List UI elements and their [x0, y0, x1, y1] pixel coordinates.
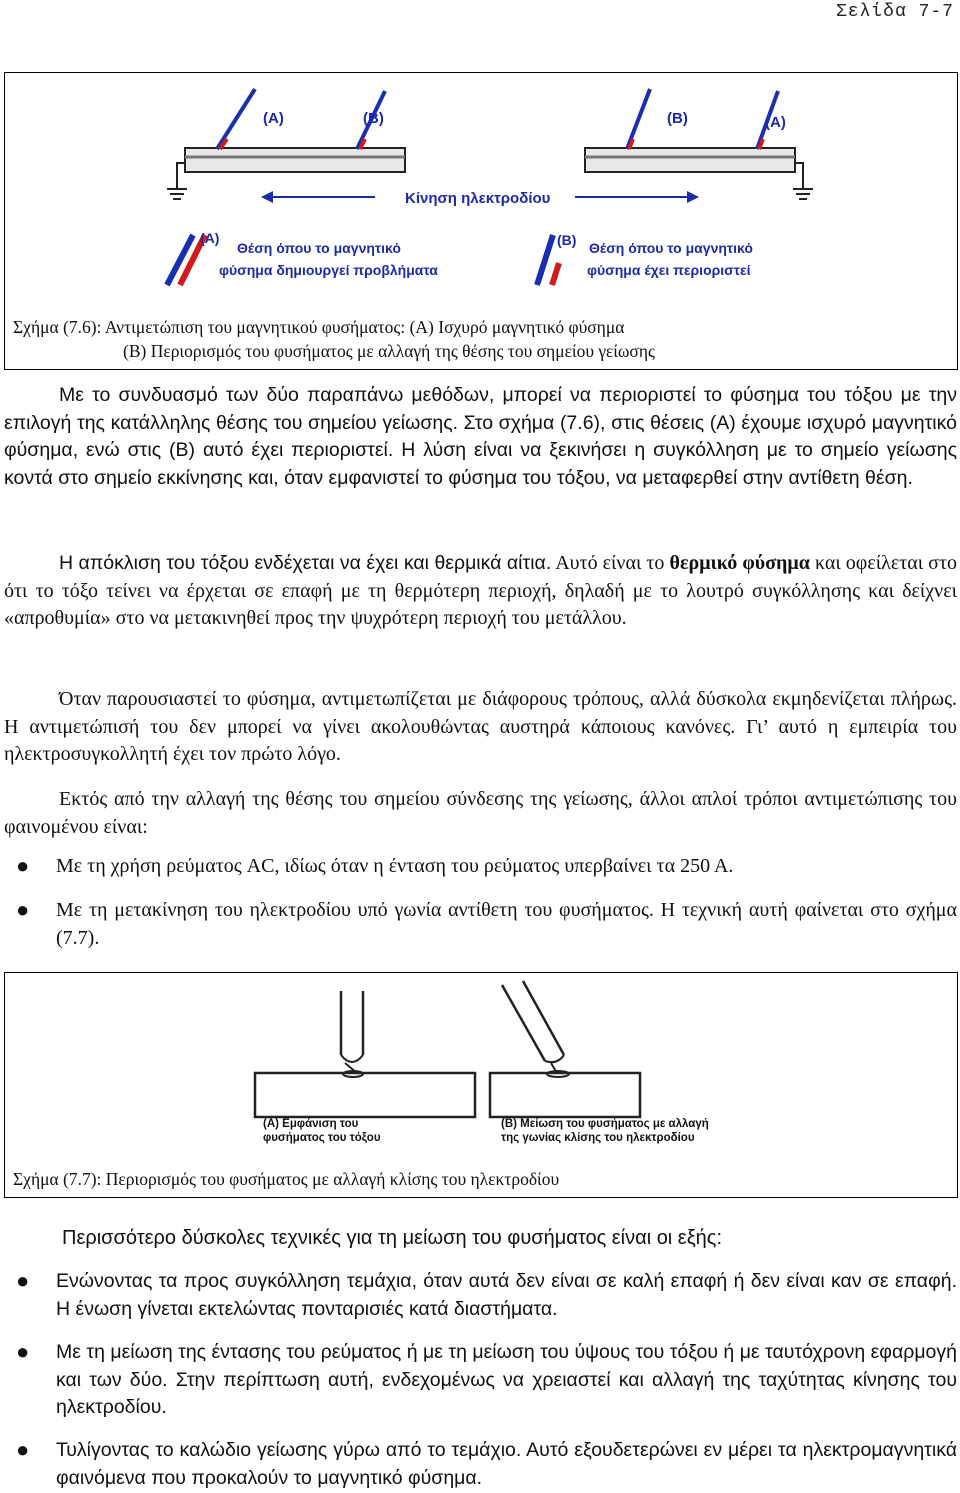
- legend-b-tag: (B): [557, 232, 577, 248]
- figure-7-6-caption-line1: Σχήμα (7.6): Αντιμετώπιση του μαγνητικού φυσήματος: (Α) Ισχυρό μαγνητικό φύσημα: [13, 317, 625, 337]
- paragraph-3: Όταν παρουσιαστεί το φύσημα, αντιμετωπίζεται με διάφορους τρόπους, αλλά δύσκολα εκμηδενίζεται πλήρως. Η αντιμετώπισή του δεν μπορεί να γίνει ακολουθώντας αυστηρά κάποιους κανόνες. Γι’ αυτό η εμπειρία του ηλεκτροσυγκολλητή έχει τον πρώτο λόγο.: [4, 688, 957, 765]
- paragraph-2-part-c: και οφείλεται στο ότι το τόξο τείνει να έρχεται σε επαφή με τη θερμότερη περιοχή, δηλαδή με το λουτρό συγκόλλησης και δείχνει «απροθυμία» στο να μετακινηθεί προς την ψυχρότερη περιοχή του μετάλλου.: [4, 552, 957, 629]
- electrode-a-left: [217, 89, 255, 149]
- bullet-item: [4, 897, 957, 952]
- paragraph-1: Με το συνδυασμό των δύο παραπάνω μεθόδων, μπορεί να περιοριστεί το φύσημα του τόξου με την επιλογή της κατάλληλης θέσης του σημείου γείωσης. Στο σχήμα (7.6), στις θέσεις (Α) έχουμε ισχυρό μαγνητικό φύσημα, ενώ στις (Β) αυτό έχει περιοριστεί. Η λύση είναι να ξεκινήσει η συγκόλληση με το σημείο γείωσης κοντά στο σημείο εκκίνησης και, όταν εμφανιστεί το φύσημα του τόξου, να μεταφερθεί στην αντίθετη θέση.: [4, 384, 957, 489]
- paragraph-2-part-b: Αυτό είναι το: [551, 552, 670, 574]
- paragraph-2: [4, 550, 957, 633]
- label-a2: (A): [765, 114, 786, 131]
- legend-b: [537, 235, 559, 285]
- legend-a-line2: φύσημα δημιουργεί προβλήματα: [219, 262, 438, 278]
- figure-7-6: [4, 72, 958, 370]
- label-b2: (B): [667, 110, 688, 127]
- bullet-text: Ενώνοντας τα προς συγκόλληση τεμάχια, όταν αυτά δεν είναι σε καλή επαφή ή δεν είναι καν σε επαφή. Η ένωση γίνεται εκτελώντας πονταρισιές κατά διαστήματα.: [56, 1270, 957, 1320]
- label-b1: (B): [363, 110, 384, 127]
- fig2-label-b-line2: της γωνίας κλίσης του ηλεκτροδίου: [501, 1132, 695, 1144]
- thermal-blow-term: θερμικό φύσημα: [669, 552, 810, 574]
- arrow-label: Κίνηση ηλεκτροδίου: [405, 190, 551, 207]
- bullet-icon: ●: [16, 1268, 30, 1293]
- bullet-icon: ●: [16, 897, 30, 922]
- bullet-icon: ●: [16, 853, 30, 878]
- figure-7-7-caption: Σχήμα (7.7): Περιορισμός του φυσήματος με αλλαγή κλίσης του ηλεκτροδίου: [13, 1169, 560, 1189]
- fig2-label-b-line1: (Β) Μείωση του φυσήματος με αλλαγή: [501, 1118, 709, 1130]
- fig2-label-a-line2: φυσήματος του τόξου: [263, 1132, 381, 1144]
- fig2-label-a-line1: (Α) Εμφάνιση του: [263, 1118, 359, 1130]
- paragraph-4: Εκτός από την αλλαγή της θέσης του σημείου σύνδεσης της γείωσης, άλλοι απλοί τρόποι αντιμετώπισης του φαινομένου είναι:: [4, 788, 957, 838]
- right-workpiece: [585, 148, 813, 199]
- right-workpiece: [490, 981, 640, 1117]
- bullet-text: Με τη μετακίνηση του ηλεκτροδίου υπό γωνία αντίθετη του φυσήματος. Η τεχνική αυτή φαίνεται στο σχήμα (7.7).: [56, 899, 957, 949]
- paragraph-5: Περισσότερο δύσκολες τεχνικές για τη μείωση του φυσήματος είναι οι εξής:: [62, 1227, 722, 1249]
- legend-b-line1: Θέση όπου το μαγνητικό: [589, 240, 753, 256]
- bullet-item: [4, 853, 957, 881]
- bullet-item: [4, 1339, 957, 1422]
- bullet-icon: ●: [16, 1339, 30, 1364]
- left-workpiece: [167, 148, 405, 199]
- figure-7-7: [4, 972, 958, 1198]
- legend-b-line2: φύσημα έχει περιοριστεί: [587, 262, 751, 278]
- bullet-item: [4, 1437, 957, 1492]
- legend-a-line1: Θέση όπου το μαγνητικό: [237, 240, 401, 256]
- paragraph-2-part-a: Η απόκλιση του τόξου ενδέχεται να έχει και θερμικά αίτια.: [59, 552, 552, 574]
- label-a1: (A): [263, 110, 284, 127]
- bullet-text: Τυλίγοντας το καλώδιο γείωσης γύρω από το τεμάχιο. Αυτό εξουδετερώνει εν μέρει τα ηλεκτρομαγνητικά φαινόμενα που προκαλούν το μαγνητικό φύσημα.: [56, 1439, 957, 1489]
- bullet-icon: ●: [16, 1437, 30, 1462]
- legend-a-tag: (A): [200, 230, 220, 246]
- bullet-text: Με τη χρήση ρεύματος AC, ιδίως όταν η ένταση του ρεύματος υπερβαίνει τα 250 Α.: [56, 855, 734, 877]
- bullet-text: Με τη μείωση της έντασης του ρεύματος ή με τη μείωση του ύψους του τόξου ή με ταυτόχρονη εφαρμογή και των δύο. Στην περίπτωση αυτή, ενδεχομένως να χρειαστεί και αλλαγή της ταχύτητας κίνησης του ηλεκτροδίου.: [56, 1341, 957, 1418]
- electrode-angle-diagram: [5, 973, 956, 1153]
- figure-7-6-caption-line2: (Β) Περιορισμός του φυσήματος με αλλαγή της θέσης του σημείου γείωσης: [123, 341, 655, 361]
- page-header: Σελίδα 7-7: [835, 2, 954, 22]
- bullet-item: [4, 1268, 957, 1323]
- magnetic-blow-diagram: [5, 73, 956, 313]
- left-workpiece: [255, 991, 475, 1117]
